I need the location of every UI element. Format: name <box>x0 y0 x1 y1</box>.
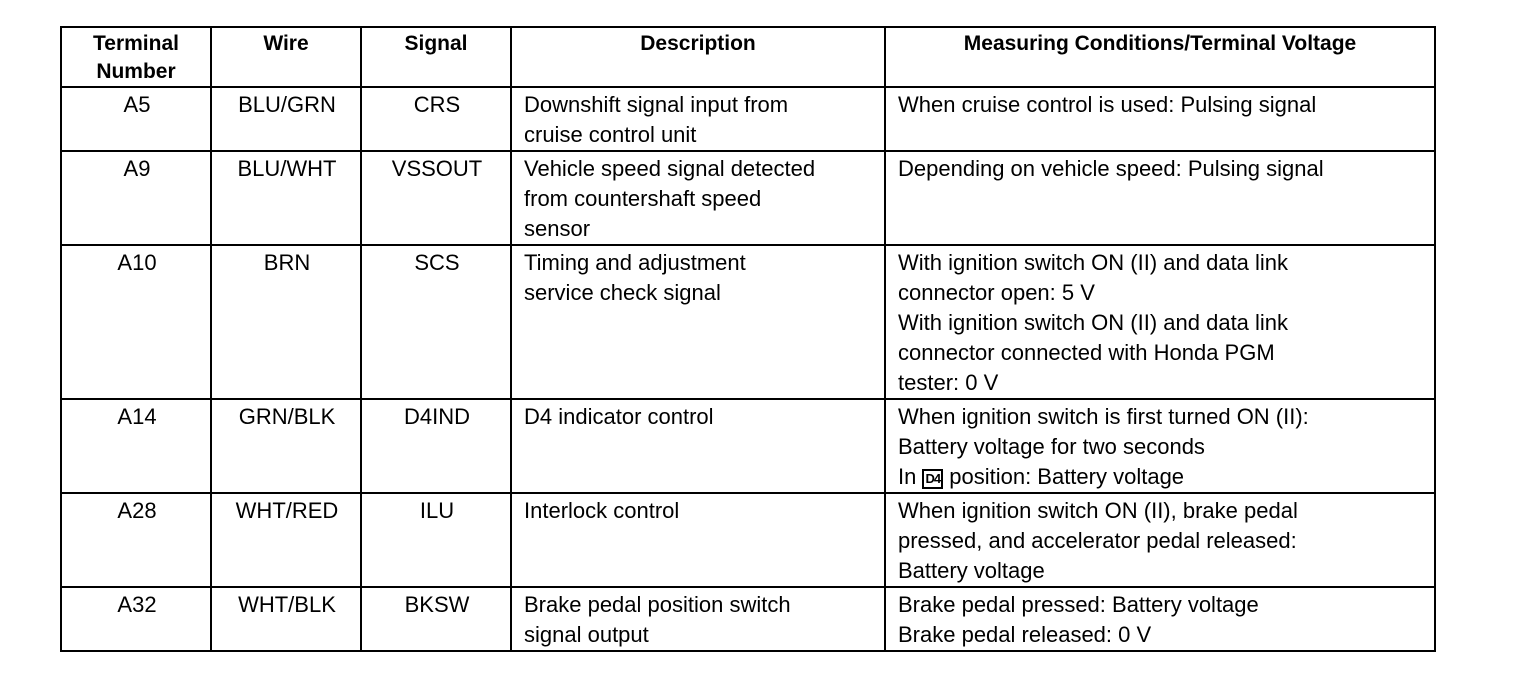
measuring-cell <box>885 399 1435 493</box>
measuring-cell <box>885 87 1435 151</box>
measuring-line: Battery voltage for two seconds <box>898 434 1205 459</box>
signal-cell: VSSOUT <box>361 151 511 245</box>
measuring-line: connector connected with Honda PGM <box>898 340 1275 365</box>
signal-cell: D4IND <box>361 399 511 493</box>
description-line: Downshift signal input from <box>524 92 789 117</box>
description-line: cruise control unit <box>524 122 697 147</box>
measuring-cell <box>885 493 1435 587</box>
measuring-line: When cruise control is used: Pulsing signal <box>898 92 1317 117</box>
header-description: Description <box>511 27 885 87</box>
measuring-line-d4-position <box>898 462 1424 492</box>
wire-cell: GRN/BLK <box>211 399 361 493</box>
terminal-cell: A28 <box>61 493 211 587</box>
table-row <box>61 399 1435 493</box>
description-line: Timing and adjustment <box>524 250 746 275</box>
terminal-cell: A5 <box>61 87 211 151</box>
measuring-line: connector open: 5 V <box>898 280 1095 305</box>
measuring-line: Depending on vehicle speed: Pulsing signal <box>898 156 1324 181</box>
measuring-cell <box>885 245 1435 399</box>
description-cell <box>511 399 885 493</box>
wire-cell: BLU/GRN <box>211 87 361 151</box>
wire-cell: BRN <box>211 245 361 399</box>
description-cell <box>511 151 885 245</box>
description-line: sensor <box>524 216 591 241</box>
description-line: Interlock control <box>524 498 680 523</box>
wire-cell: WHT/BLK <box>211 587 361 651</box>
header-measuring-conditions: Measuring Conditions/Terminal Voltage <box>885 27 1435 87</box>
description-line: D4 indicator control <box>524 404 714 429</box>
wire-cell: BLU/WHT <box>211 151 361 245</box>
measuring-prefix: In <box>898 464 917 489</box>
signal-cell: BKSW <box>361 587 511 651</box>
terminal-cell: A14 <box>61 399 211 493</box>
wire-cell: WHT/RED <box>211 493 361 587</box>
measuring-line: When ignition switch ON (II), brake pedal <box>898 498 1298 523</box>
table-row <box>61 493 1435 587</box>
measuring-cell <box>885 151 1435 245</box>
description-line: signal output <box>524 622 649 647</box>
d4-position-symbol-icon: D4 <box>922 469 943 489</box>
description-line: Brake pedal position switch <box>524 592 791 617</box>
table-row <box>61 245 1435 399</box>
measuring-cell <box>885 587 1435 651</box>
description-cell <box>511 87 885 151</box>
measuring-line: When ignition switch is first turned ON (II): <box>898 404 1309 429</box>
header-wire: Wire <box>211 27 361 87</box>
description-line: service check signal <box>524 280 721 305</box>
header-signal: Signal <box>361 27 511 87</box>
measuring-line: Battery voltage <box>898 558 1045 583</box>
header-terminal-number: Terminal Number <box>61 27 211 87</box>
measuring-line: Brake pedal pressed: Battery voltage <box>898 592 1259 617</box>
terminal-cell: A32 <box>61 587 211 651</box>
signal-cell: SCS <box>361 245 511 399</box>
description-line: from countershaft speed <box>524 186 762 211</box>
measuring-line: Brake pedal released: 0 V <box>898 622 1152 647</box>
table-row <box>61 151 1435 245</box>
table-header-row <box>61 27 1435 87</box>
description-line: Vehicle speed signal detected <box>524 156 816 181</box>
description-cell <box>511 493 885 587</box>
table-row <box>61 87 1435 151</box>
terminal-voltage-table <box>60 26 1436 652</box>
measuring-line: With ignition switch ON (II) and data link <box>898 250 1289 275</box>
signal-cell: CRS <box>361 87 511 151</box>
terminal-cell: A10 <box>61 245 211 399</box>
description-cell <box>511 245 885 399</box>
measuring-suffix: position: Battery voltage <box>949 464 1185 489</box>
measuring-line: With ignition switch ON (II) and data link <box>898 310 1289 335</box>
terminal-table-container <box>60 26 1436 652</box>
measuring-line: pressed, and accelerator pedal released: <box>898 528 1297 553</box>
terminal-cell: A9 <box>61 151 211 245</box>
table-row <box>61 587 1435 651</box>
measuring-line: tester: 0 V <box>898 370 999 395</box>
signal-cell: ILU <box>361 493 511 587</box>
description-cell <box>511 587 885 651</box>
